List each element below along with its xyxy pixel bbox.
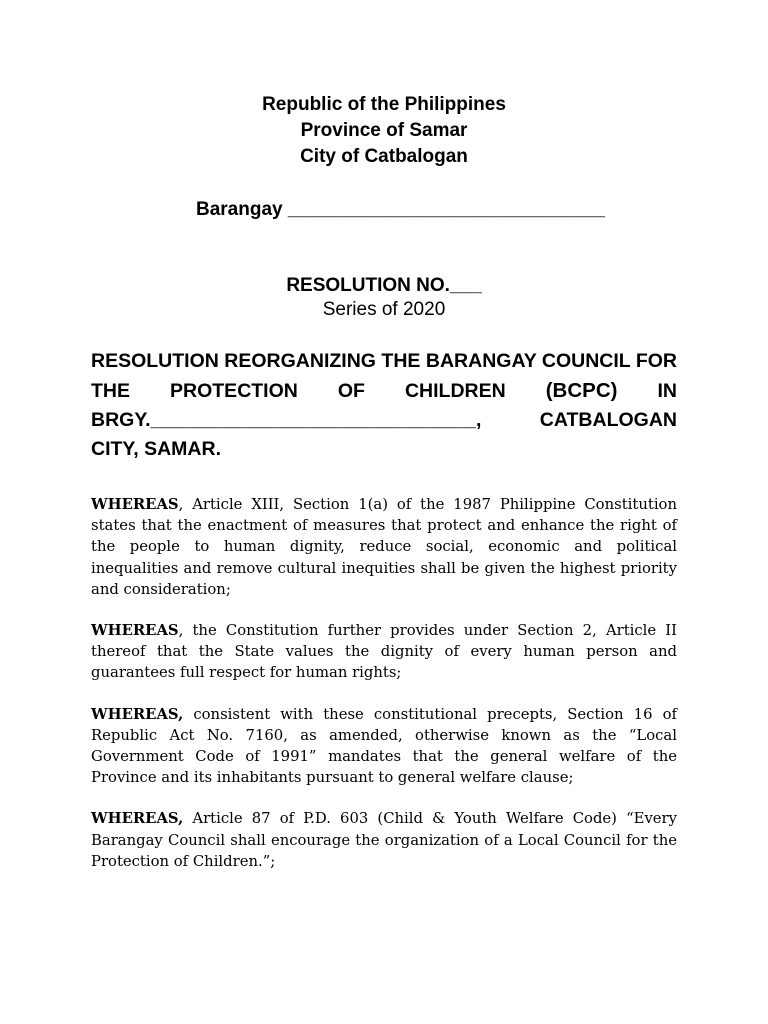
- barangay-line: [196, 198, 605, 222]
- whereas-clause: [91, 494, 677, 600]
- header-republic: Republic of the Philippines: [262, 94, 506, 115]
- whereas-keyword: WHEREAS,: [91, 810, 184, 828]
- title-acronym: (BCPC): [545, 379, 618, 402]
- header-province: Province of Samar: [300, 120, 468, 141]
- whereas-text: Article 87 of P.D. 603 (Child & Youth Welfare Code) “Every Barangay Council shall encourage the organization of a Local Council for the Protection of Children.”;: [91, 810, 677, 870]
- whereas-text: consistent with these constitutional precepts, Section 16 of Republic Act No. 7160, as amended, otherwise known as the “Local Government Code of 1991” mandates that the general welfare of the Province and its inhabitants pursuant to general welfare clause;: [91, 705, 677, 787]
- title-part-1: RESOLUTION REORGANIZING THE BARANGAY COUNCIL FOR THE PROTECTION OF CHILDREN: [91, 350, 677, 402]
- resolution-number: RESOLUTION NO.___: [286, 275, 482, 296]
- whereas-keyword: WHEREAS: [91, 622, 179, 640]
- whereas-clauses: [91, 494, 677, 892]
- whereas-clause: [91, 620, 677, 684]
- whereas-clause: [91, 704, 677, 789]
- resolution-series: Series of 2020: [322, 299, 446, 320]
- title-part-2: IN BRGY.______________________________, CATBALOGAN CITY, SAMAR.: [91, 380, 677, 460]
- whereas-text: , Article XIII, Section 1(a) of the 1987 Philippine Constitution states that the enactment of measures that protect and enhance the right of the people to human dignity, reduce social, economic and political inequalities and remove cultural inequities shall be given the highest priority and consideration;: [91, 496, 677, 598]
- whereas-keyword: WHEREAS: [91, 496, 179, 513]
- resolution-title: [91, 347, 677, 464]
- whereas-clause: [91, 808, 677, 872]
- barangay-label: Barangay: [196, 199, 283, 220]
- whereas-keyword: WHEREAS,: [91, 705, 184, 723]
- whereas-text: , the Constitution further provides under Section 2, Article II thereof that the State values the dignity of every human person and guarantees full respect for human rights;: [91, 622, 677, 682]
- barangay-blank: ______________________________: [287, 199, 605, 220]
- header-city: City of Catbalogan: [300, 146, 468, 167]
- document-header: [0, 92, 768, 170]
